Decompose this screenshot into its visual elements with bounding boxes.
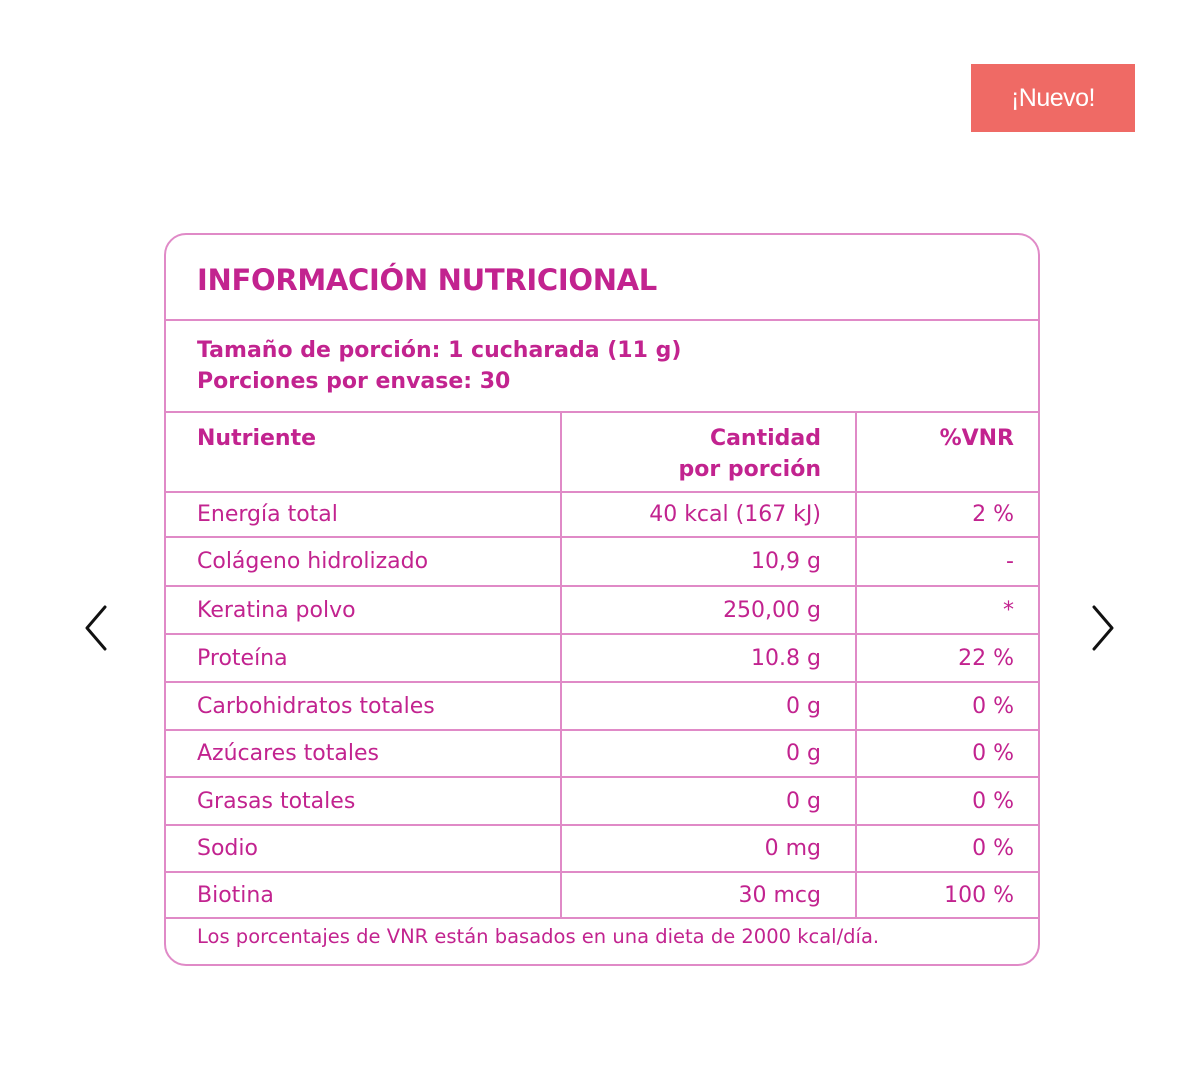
table-header-row xyxy=(166,413,1038,492)
nutrient-amount: 0 g xyxy=(561,730,856,777)
nutrient-name: Sodio xyxy=(166,825,561,872)
table-row xyxy=(166,586,1038,634)
header-amount-line2: por porción xyxy=(678,457,821,482)
carousel-next-button[interactable] xyxy=(1083,600,1123,656)
header-nutrient: Nutriente xyxy=(166,413,561,492)
nutrient-vnr: 0 % xyxy=(856,682,1038,730)
servings-per-container: Porciones por envase: 30 xyxy=(197,369,511,394)
nutrient-amount: 40 kcal (167 kJ) xyxy=(561,492,856,537)
nutrition-table xyxy=(166,413,1038,919)
nutrient-amount: 0 g xyxy=(561,777,856,825)
nutrient-amount: 0 g xyxy=(561,682,856,730)
table-row xyxy=(166,872,1038,918)
nutrient-amount: 250,00 g xyxy=(561,586,856,634)
nutrient-amount: 10,9 g xyxy=(561,537,856,586)
table-row xyxy=(166,634,1038,682)
nutrient-amount: 30 mcg xyxy=(561,872,856,918)
nutrient-name: Colágeno hidrolizado xyxy=(166,537,561,586)
table-row xyxy=(166,537,1038,586)
nutrient-vnr: 0 % xyxy=(856,730,1038,777)
table-row xyxy=(166,682,1038,730)
nutrient-name: Azúcares totales xyxy=(166,730,561,777)
nutrient-name: Keratina polvo xyxy=(166,586,561,634)
chevron-left-icon xyxy=(81,603,111,653)
header-amount xyxy=(561,413,856,492)
nutrient-vnr: - xyxy=(856,537,1038,586)
new-badge: ¡Nuevo! xyxy=(971,64,1135,132)
table-row xyxy=(166,777,1038,825)
serving-info xyxy=(166,321,1038,413)
table-row xyxy=(166,730,1038,777)
nutrient-amount: 0 mg xyxy=(561,825,856,872)
nutrient-vnr: * xyxy=(856,586,1038,634)
carousel-prev-button[interactable] xyxy=(76,600,116,656)
nutrient-name: Carbohidratos totales xyxy=(166,682,561,730)
nutrient-name: Grasas totales xyxy=(166,777,561,825)
nutrient-vnr: 100 % xyxy=(856,872,1038,918)
nutrient-name: Proteína xyxy=(166,634,561,682)
chevron-right-icon xyxy=(1088,603,1118,653)
header-vnr: %VNR xyxy=(856,413,1038,492)
nutrient-amount: 10.8 g xyxy=(561,634,856,682)
nutrient-vnr: 2 % xyxy=(856,492,1038,537)
nutrition-facts-card xyxy=(164,233,1040,966)
vnr-footnote: Los porcentajes de VNR están basados en una dieta de 2000 kcal/día. xyxy=(197,925,880,948)
table-row xyxy=(166,492,1038,537)
nutrient-vnr: 0 % xyxy=(856,777,1038,825)
nutrient-vnr: 22 % xyxy=(856,634,1038,682)
header-amount-line1: Cantidad xyxy=(709,426,821,451)
nutrient-vnr: 0 % xyxy=(856,825,1038,872)
nutrition-title: INFORMACIÓN NUTRICIONAL xyxy=(166,235,1038,321)
table-row xyxy=(166,825,1038,872)
serving-size: Tamaño de porción: 1 cucharada (11 g) xyxy=(197,338,682,363)
nutrient-name: Energía total xyxy=(166,492,561,537)
nutrient-name: Biotina xyxy=(166,872,561,918)
